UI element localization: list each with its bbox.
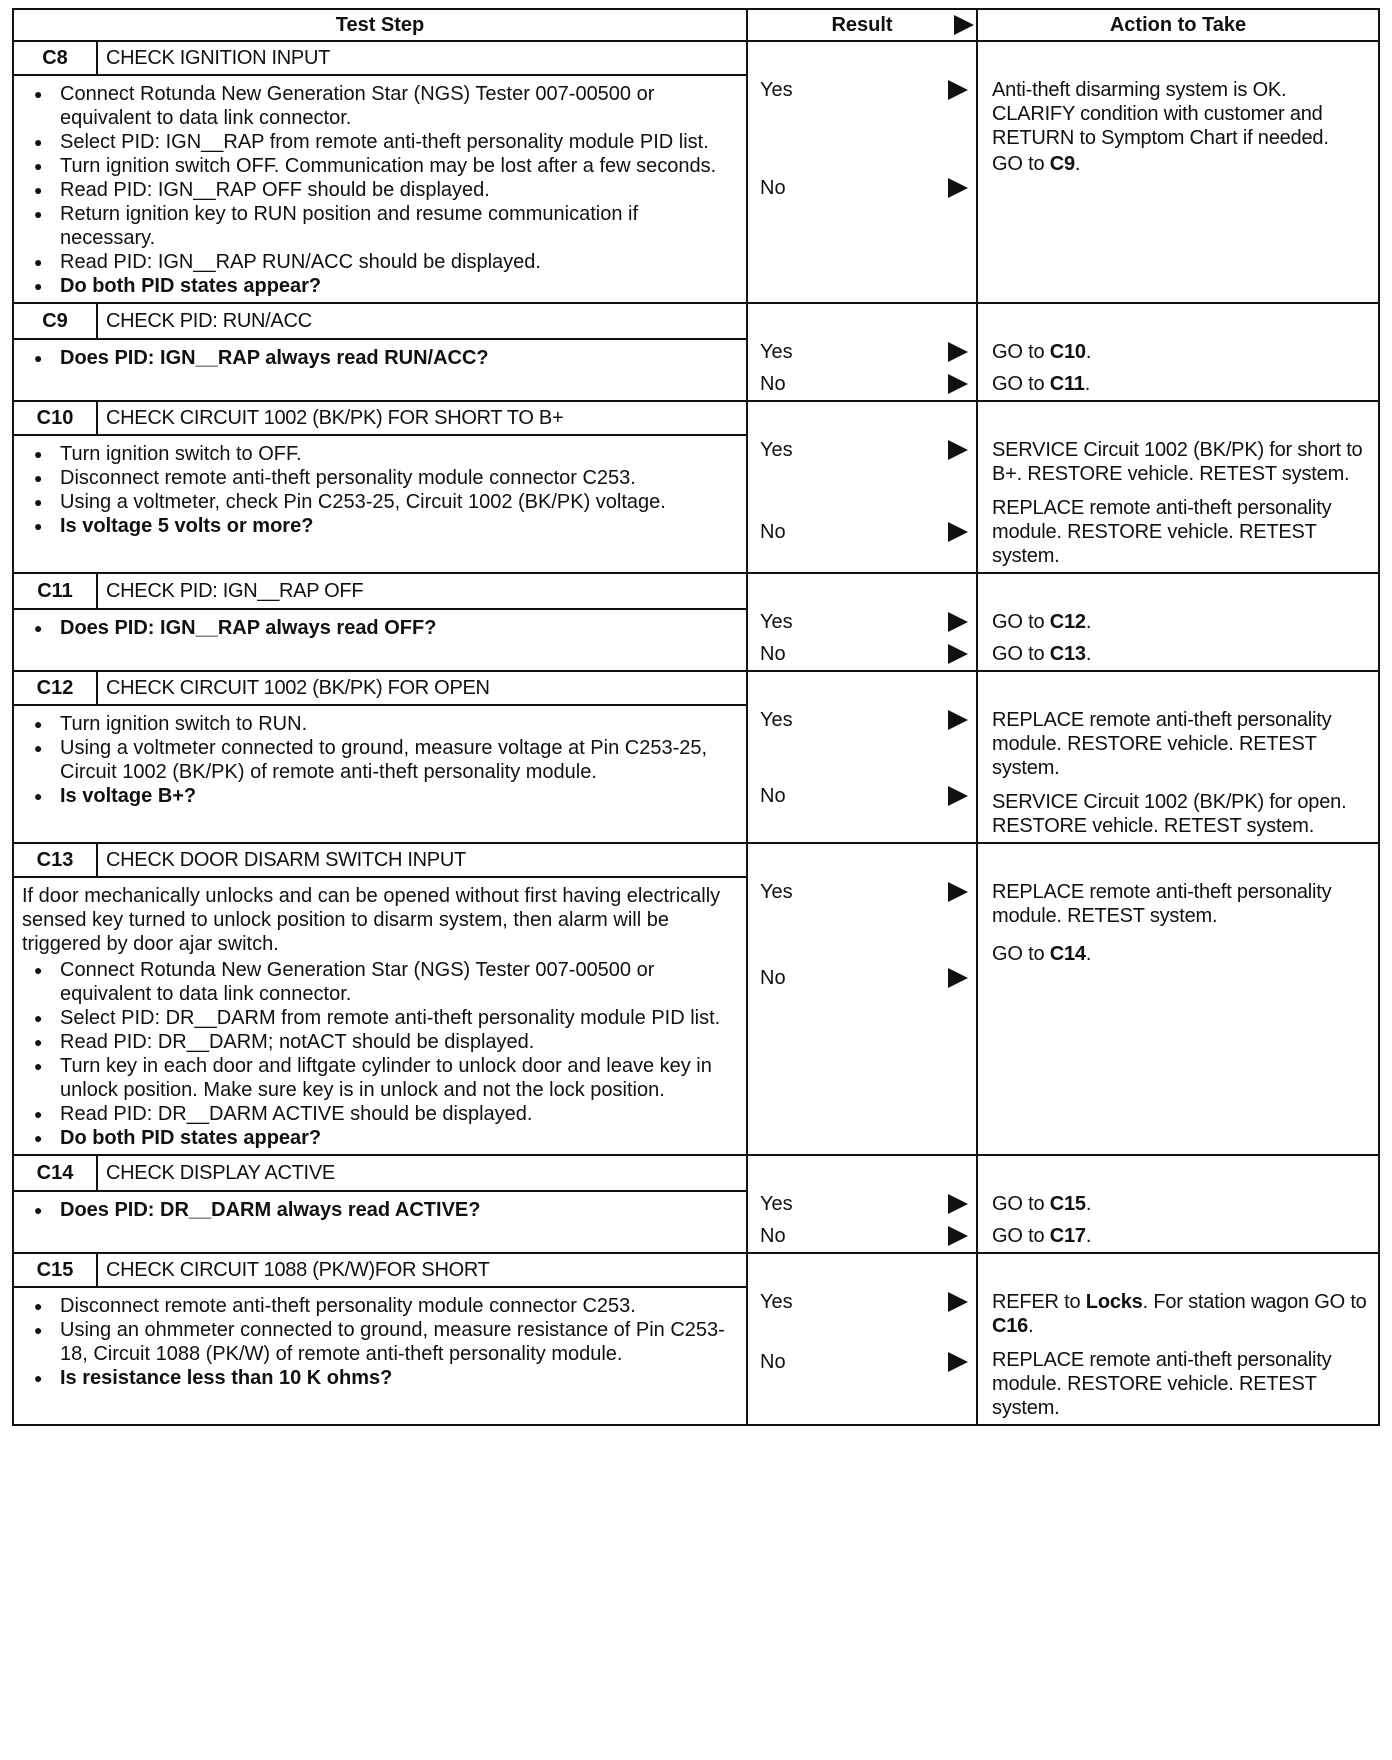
no-action xyxy=(992,1224,1370,1248)
step-item: ● Select PID: IGN__RAP from remote anti-theft personality module PID list. xyxy=(22,130,738,154)
step-body xyxy=(13,877,747,1155)
step-id: C9 xyxy=(13,303,97,339)
action-text: GO to xyxy=(992,373,1050,395)
step-item: ● Turn ignition switch to OFF. xyxy=(22,442,738,466)
step-id: C10 xyxy=(13,401,97,435)
result-cell xyxy=(747,1253,977,1425)
step-item: ● Connect Rotunda New Generation Star (NGS) Tester 007-00500 or equivalent to data link connector. xyxy=(22,82,738,130)
action-text: GO to xyxy=(992,611,1050,633)
result-yes-label: Yes xyxy=(760,439,793,461)
action-text: REFER to xyxy=(992,1291,1086,1313)
step-title: CHECK DOOR DISARM SWITCH INPUT xyxy=(97,843,747,877)
result-yes-label: Yes xyxy=(760,79,793,101)
no-action xyxy=(992,152,1370,176)
result-no-label: No xyxy=(760,177,786,199)
step-id: C8 xyxy=(13,41,97,75)
action-cell xyxy=(977,1155,1379,1253)
result-cell xyxy=(747,843,977,1155)
step-body xyxy=(13,609,747,671)
step-title-row xyxy=(13,671,1379,705)
step-title-row xyxy=(13,401,1379,435)
result-cell xyxy=(747,671,977,843)
step-title-row xyxy=(13,573,1379,609)
action-cell xyxy=(977,671,1379,843)
step-list xyxy=(22,1294,738,1390)
header-test-step: Test Step xyxy=(13,9,747,41)
step-title: CHECK CIRCUIT 1002 (BK/PK) FOR SHORT TO B+ xyxy=(97,401,747,435)
no-action xyxy=(992,372,1370,396)
action-text: GO to xyxy=(992,1225,1050,1247)
step-question: ● Do both PID states appear? xyxy=(22,1126,738,1150)
step-title-row xyxy=(13,1253,1379,1287)
step-question: ● Does PID: IGN__RAP always read OFF? xyxy=(22,616,738,640)
step-list xyxy=(22,346,738,370)
step-id: C13 xyxy=(13,843,97,877)
step-item: ● Disconnect remote anti-theft personality module connector C253. xyxy=(22,1294,738,1318)
step-intro: If door mechanically unlocks and can be opened without first having electrically sensed key turned to unlock position to disarm system, then alarm will be triggered by door ajar switch. xyxy=(22,885,721,955)
arrow-icon xyxy=(948,80,968,100)
result-no-label: No xyxy=(760,521,786,543)
step-item: ● Turn ignition switch to RUN. xyxy=(22,712,738,736)
section-reference: Locks xyxy=(1085,1291,1143,1313)
arrow-icon xyxy=(948,440,968,460)
no-action xyxy=(992,642,1370,666)
step-body xyxy=(13,435,747,573)
step-item: ● Using an ohmmeter connected to ground, measure resistance of Pin C253-18, Circuit 1088 (PK/W) of remote anti-theft personality module. xyxy=(22,1318,738,1366)
step-item: ● Connect Rotunda New Generation Star (NGS) Tester 007-00500 or equivalent to data link connector. xyxy=(22,958,738,1006)
header-result xyxy=(747,9,977,41)
action-cell xyxy=(977,843,1379,1155)
action-text: GO to xyxy=(992,1193,1050,1215)
step-title-row xyxy=(13,303,1379,339)
no-action: REPLACE remote anti-theft personality module. RESTORE vehicle. RETEST system. xyxy=(992,1349,1332,1419)
step-item: ● Using a voltmeter, check Pin C253-25, Circuit 1002 (BK/PK) voltage. xyxy=(22,490,738,514)
result-no xyxy=(756,966,968,990)
result-no-label: No xyxy=(760,785,786,807)
arrow-icon xyxy=(948,710,968,730)
arrow-icon xyxy=(948,1194,968,1214)
result-no-label: No xyxy=(760,643,786,665)
result-cell xyxy=(747,41,977,303)
pinpoint-test-table xyxy=(12,8,1380,1426)
arrow-icon xyxy=(948,1352,968,1372)
action-text: GO to xyxy=(992,943,1050,965)
step-id: C15 xyxy=(13,1253,97,1287)
step-list xyxy=(22,1198,738,1222)
step-id: C14 xyxy=(13,1155,97,1191)
result-no xyxy=(756,642,968,666)
step-title-row xyxy=(13,843,1379,877)
action-cell xyxy=(977,1253,1379,1425)
step-body xyxy=(13,75,747,303)
action-cell xyxy=(977,401,1379,573)
result-yes xyxy=(756,340,968,364)
result-cell xyxy=(747,303,977,401)
action-text: . xyxy=(1074,153,1081,175)
arrow-icon xyxy=(948,1226,968,1246)
arrow-icon xyxy=(948,786,968,806)
result-yes-label: Yes xyxy=(760,1291,793,1313)
step-item: ● Read PID: DR__DARM ACTIVE should be displayed. xyxy=(22,1102,738,1126)
arrow-icon xyxy=(948,968,968,988)
step-title-row xyxy=(13,1155,1379,1191)
step-body xyxy=(13,339,747,401)
yes-action xyxy=(992,340,1370,364)
step-title: CHECK IGNITION INPUT xyxy=(97,41,747,75)
step-item: ● Turn key in each door and liftgate cylinder to unlock door and leave key in unlock position. Make sure key is in unlock and not the lock position. xyxy=(22,1054,738,1102)
step-item: ● Disconnect remote anti-theft personality module connector C253. xyxy=(22,466,738,490)
result-no xyxy=(756,1224,968,1248)
action-text: GO to xyxy=(992,643,1050,665)
step-list xyxy=(22,442,738,538)
step-question: ● Do both PID states appear? xyxy=(22,274,738,298)
step-id: C11 xyxy=(13,573,97,609)
step-item: ● Read PID: IGN__RAP OFF should be displayed. xyxy=(22,178,738,202)
step-question: ● Does PID: IGN__RAP always read RUN/ACC? xyxy=(22,346,738,370)
yes-action xyxy=(992,1290,1370,1338)
action-text: . xyxy=(1085,341,1092,363)
action-text: . xyxy=(1085,943,1092,965)
result-no-label: No xyxy=(760,1225,786,1247)
step-body xyxy=(13,1287,747,1425)
result-no xyxy=(756,784,968,808)
yes-action: REPLACE remote anti-theft personality module. RETEST system. xyxy=(992,881,1332,927)
arrow-icon xyxy=(948,612,968,632)
arrow-icon xyxy=(948,882,968,902)
step-item: ● Turn ignition switch OFF. Communication may be lost after a few seconds. xyxy=(22,154,738,178)
result-yes xyxy=(756,438,968,462)
action-text: . xyxy=(1085,643,1092,665)
result-yes-label: Yes xyxy=(760,341,793,363)
step-title: CHECK DISPLAY ACTIVE xyxy=(97,1155,747,1191)
step-item: ● Using a voltmeter connected to ground, measure voltage at Pin C253-25, Circuit 1002 (BK/PK) of remote anti-theft personality module. xyxy=(22,736,738,784)
step-list xyxy=(22,958,738,1150)
action-text: . xyxy=(1084,373,1091,395)
result-yes-label: Yes xyxy=(760,1193,793,1215)
result-no-label: No xyxy=(760,373,786,395)
action-text: . For station wagon GO to xyxy=(1142,1291,1367,1313)
step-item: ● Return ignition key to RUN position and resume communication if necessary. xyxy=(22,202,738,250)
arrow-icon xyxy=(948,644,968,664)
step-reference: C10 xyxy=(1049,341,1086,363)
result-yes xyxy=(756,708,968,732)
action-cell xyxy=(977,41,1379,303)
result-no xyxy=(756,1350,968,1374)
step-list xyxy=(22,712,738,808)
step-reference: C17 xyxy=(1049,1225,1086,1247)
diagnostic-table-page xyxy=(12,8,1378,1426)
result-yes-label: Yes xyxy=(760,881,793,903)
yes-action: REPLACE remote anti-theft personality module. RESTORE vehicle. RETEST system. xyxy=(992,709,1332,779)
step-reference: C9 xyxy=(1049,153,1075,175)
result-no xyxy=(756,372,968,396)
arrow-icon xyxy=(948,374,968,394)
step-body xyxy=(13,705,747,843)
step-question: ● Is voltage 5 volts or more? xyxy=(22,514,738,538)
result-cell xyxy=(747,1155,977,1253)
step-reference: C14 xyxy=(1049,943,1086,965)
result-yes xyxy=(756,78,968,102)
no-action xyxy=(992,942,1370,966)
step-list xyxy=(22,82,738,298)
result-yes xyxy=(756,1192,968,1216)
step-question: ● Is voltage B+? xyxy=(22,784,738,808)
step-body xyxy=(13,1191,747,1253)
arrow-icon xyxy=(948,342,968,362)
result-no xyxy=(756,520,968,544)
action-text: . xyxy=(1085,611,1092,633)
yes-action xyxy=(992,610,1370,634)
result-cell xyxy=(747,573,977,671)
header-arrow-icon xyxy=(954,15,974,35)
result-no xyxy=(756,176,968,200)
step-item: ● Select PID: DR__DARM from remote anti-theft personality module PID list. xyxy=(22,1006,738,1030)
step-question: ● Is resistance less than 10 K ohms? xyxy=(22,1366,738,1390)
result-yes-label: Yes xyxy=(760,611,793,633)
step-id: C12 xyxy=(13,671,97,705)
action-text: GO to xyxy=(992,153,1050,175)
result-no-label: No xyxy=(760,967,786,989)
result-yes-label: Yes xyxy=(760,709,793,731)
yes-action xyxy=(992,1192,1370,1216)
step-title-row xyxy=(13,41,1379,75)
action-text: . xyxy=(1028,1315,1034,1337)
step-title: CHECK CIRCUIT 1088 (PK/W)FOR SHORT xyxy=(97,1253,747,1287)
step-item: ● Read PID: DR__DARM; notACT should be displayed. xyxy=(22,1030,738,1054)
step-title: CHECK CIRCUIT 1002 (BK/PK) FOR OPEN xyxy=(97,671,747,705)
step-reference: C15 xyxy=(1049,1193,1086,1215)
result-yes xyxy=(756,880,968,904)
step-reference: C11 xyxy=(1049,373,1085,395)
step-question: ● Does PID: DR__DARM always read ACTIVE? xyxy=(22,1198,738,1222)
no-action: SERVICE Circuit 1002 (BK/PK) for open. RESTORE vehicle. RETEST system. xyxy=(992,791,1347,837)
action-text: . xyxy=(1085,1225,1092,1247)
result-yes xyxy=(756,1290,968,1314)
action-cell xyxy=(977,303,1379,401)
table-header-row xyxy=(13,9,1379,41)
result-yes xyxy=(756,610,968,634)
action-cell xyxy=(977,573,1379,671)
result-no-label: No xyxy=(760,1351,786,1373)
yes-action: SERVICE Circuit 1002 (BK/PK) for short to B+. RESTORE vehicle. RETEST system. xyxy=(992,439,1363,485)
step-reference: C13 xyxy=(1049,643,1086,665)
yes-action: Anti-theft disarming system is OK. CLARIFY condition with customer and RETURN to Symptom Chart if needed. xyxy=(992,79,1329,149)
step-item: ● Read PID: IGN__RAP RUN/ACC should be displayed. xyxy=(22,250,738,274)
step-title: CHECK PID: IGN__RAP OFF xyxy=(97,573,747,609)
action-text: GO to xyxy=(992,341,1050,363)
step-reference: C12 xyxy=(1049,611,1086,633)
action-text: . xyxy=(1085,1193,1092,1215)
arrow-icon xyxy=(948,1292,968,1312)
no-action: REPLACE remote anti-theft personality module. RESTORE vehicle. RETEST system. xyxy=(992,497,1332,567)
arrow-icon xyxy=(948,178,968,198)
header-action: Action to Take xyxy=(977,9,1379,41)
result-cell xyxy=(747,401,977,573)
step-title: CHECK PID: RUN/ACC xyxy=(97,303,747,339)
step-reference: C16 xyxy=(992,1315,1029,1337)
arrow-icon xyxy=(948,522,968,542)
step-list xyxy=(22,616,738,640)
header-result-label: Result xyxy=(831,14,893,36)
